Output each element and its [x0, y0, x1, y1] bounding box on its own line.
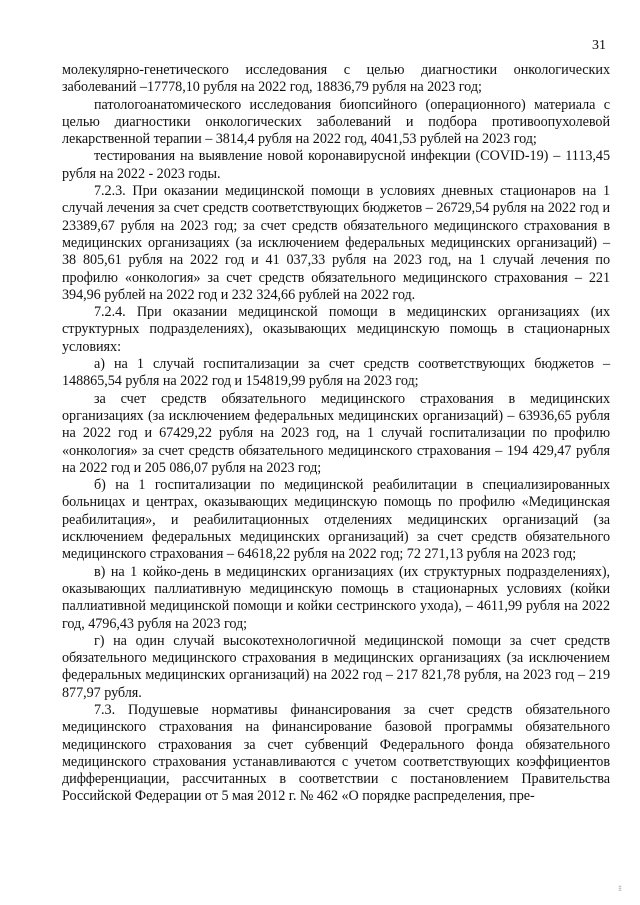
page-number: 31 [592, 38, 606, 53]
paragraph-pathology: патологоанатомического исследования биопсийного (операционного) материала с целью диагностики онкологических заболеваний и подбора противоопухолевой лекарственной терапии – 3814,4 рубля на 2022 год, 4041,53 рублей на 2023 год; [62, 96, 610, 148]
paragraph-7-2-4: 7.2.4. При оказании медицинской помощи в медицинских организациях (их структурных подразделениях), оказывающих медицинскую помощь в стационарных условиях: [62, 304, 610, 355]
paragraph-item-b: б) на 1 госпитализации по медицинской реабилитации в специализированных больницах и центрах, оказывающих медицинскую помощь по профилю «Медицинская реабилитация», и реабилитационных отделениях медицинских организаций (за исключением федеральных медицинских организаций) за счет средств обязательного медицинского страхования – 64618,22 рубля на 2022 год; 72 271,13 рубля на 2023 год; [62, 477, 610, 563]
paragraph-7-3: 7.3. Подушевые нормативы финансирования за счет средств обязательного медицинского страхования на финансирование базовой программы обязательного медицинского страхования за счет субвенций Федерального фонда обязательного медицинского страхования устанавливаются с учетом соответствующих коэффициентов дифференциации, рассчитанных в соответствии с постановлением Правительства Российской Федерации от 5 мая 2012 г. № 462 «О порядке распределения, пре- [62, 701, 610, 805]
paragraph-item-g: г) на один случай высокотехнологичной медицинской помощи за счет средств обязательного медицинского страхования в медицинских организациях (за исключением федеральных медицинских организаций) на 2022 год – 217 821,78 рубля, на 2023 год – 219 877,97 рубля. [62, 632, 610, 701]
document-body [62, 62, 610, 806]
paragraph-molecular-genetic: молекулярно-генетического исследования с целью диагностики онкологических заболеваний –17778,10 рубля на 2022 год, 18836,79 рубля на 2023 год; [62, 62, 610, 96]
paragraph-item-a-oms: за счет средств обязательного медицинского страхования в медицинских организациях (за исключением федеральных медицинских организаций) – 63936,65 рубля на 2022 год и 67429,22 рубля на 2023 год, на 1 случай госпитализации по профилю «онкология» за счет средств обязательного медицинского страхования – 194 429,47 рубля на 2022 год и 205 086,07 рубля на 2023 год; [62, 390, 610, 476]
paragraph-item-v: в) на 1 койко-день в медицинских организациях (их структурных подразделениях), оказывающих паллиативную медицинскую помощь в стационарных условиях (койки паллиативной медицинской помощи и койки сестринского ухода), – 4611,99 рубля на 2022 год, 4796,43 рубля на 2023 год; [62, 563, 610, 632]
paragraph-item-a: а) на 1 случай госпитализации за счет средств соответствующих бюджетов – 148865,54 рубля на 2022 год и 154819,99 рубля на 2023 год; [62, 356, 610, 390]
scan-mark: ⁝⁝ [618, 884, 622, 893]
paragraph-7-2-3: 7.2.3. При оказании медицинской помощи в условиях дневных стационаров на 1 случай лечения за счет средств соответствующих бюджетов – 26729,54 рубля на 2022 год и 23389,67 рубля на 2023 год; за счет средств обязательного медицинского страхования в медицинских организациях (за исключением федеральных медицинских организаций) – 38 805,61 рубля на 2022 год и 41 037,33 рубля на 2023 год, на 1 случай лечения по профилю «онкология» за счет средств обязательного медицинского страхования – 221 394,96 рублей на 2022 год и 232 324,66 рублей на 2022 год. [62, 183, 610, 303]
paragraph-covid-testing: тестирования на выявление новой коронавирусной инфекции (COVID-19) – 1113,45 рубля на 2022 - 2023 годы. [62, 148, 610, 182]
